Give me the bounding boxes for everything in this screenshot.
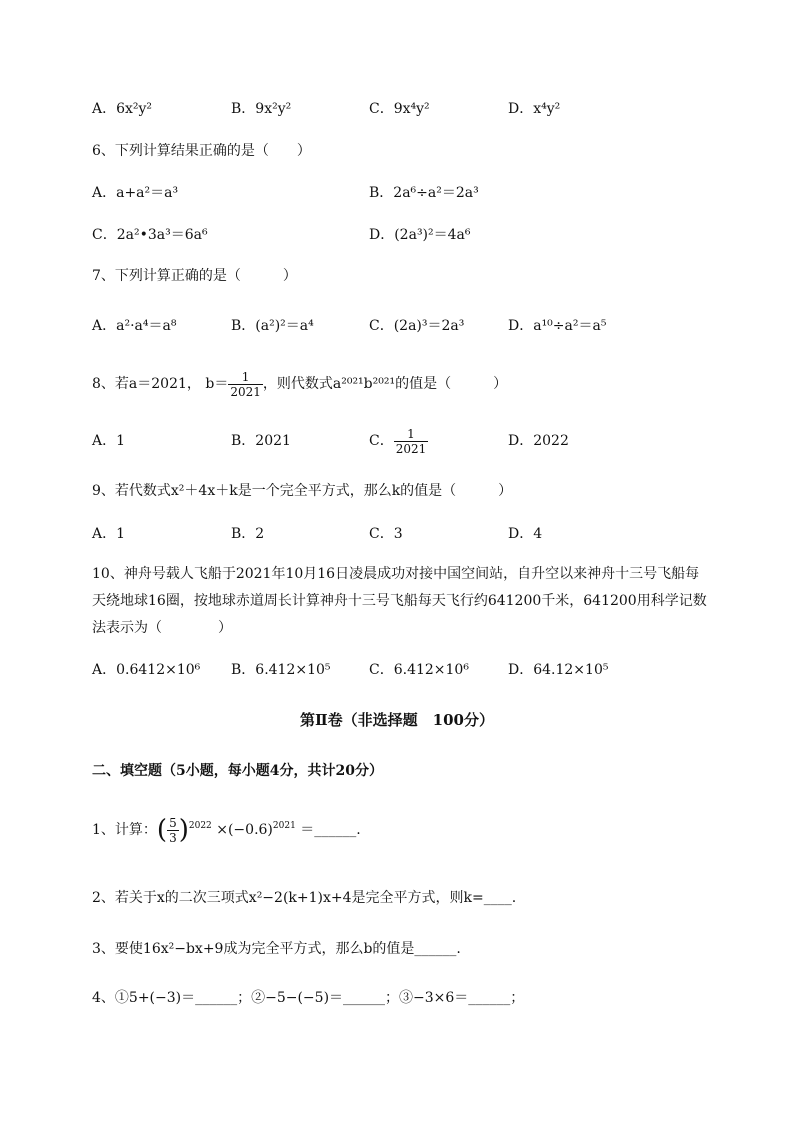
q8-a-value: a＝2021， — [128, 376, 201, 392]
q6-stem: 6、下列计算结果正确的是（ ） — [92, 143, 311, 159]
q8-option-c-fraction — [394, 427, 429, 456]
fill-q3: 3、要使16x²−bx+9成为完全平方式，那么b的值是______. — [92, 941, 461, 957]
q8-option-c-numerator: 1 — [407, 426, 415, 441]
fill-q1: 1、计算：( $\frac{5}{3}$ )$^{2022} \times(-0.6)^{2021}$ ＝______. — [92, 815, 361, 845]
fill-q2: 2、若关于x的二次三项式x²−2(k+1)x+4是完全平方式，则k=____. — [92, 890, 517, 906]
q6-option-b: B．2a⁶÷a²＝2a³ — [369, 185, 479, 201]
q9-option-a: A．1 — [92, 526, 126, 542]
fill-q1-fraction — [167, 816, 179, 845]
q8-option-c — [369, 424, 428, 458]
fill-q1-numerator: 5 — [169, 815, 177, 830]
fill-q1-middle: ×(−0.6) — [216, 822, 273, 838]
fill-q1-exponent-1: 2022 — [188, 821, 212, 831]
q10-option-a: A．0.6412×10⁶ — [92, 662, 201, 678]
q6-option-a: A．a+a²＝a³ — [92, 185, 179, 201]
q5-option-c: C．9x⁴y² — [369, 101, 430, 117]
q5-option-b: B．9x²y² — [231, 101, 292, 117]
q6-option-d: D．(2a³)²＝4a⁶ — [369, 227, 471, 243]
q8-b-denominator: 2021 — [230, 384, 261, 399]
q8-stem — [92, 366, 507, 402]
q8-b-label: b＝ — [205, 376, 229, 392]
fill-q1-exponent-2: 2021 — [272, 821, 296, 831]
q7-option-a: A．a²·a⁴＝a⁸ — [92, 318, 177, 334]
q9-stem: 9、若代数式x²＋4x＋k是一个完全平方式，那么k的值是（ ） — [92, 483, 513, 499]
q8-b-fraction — [228, 370, 263, 399]
fill-q1-prefix: 1、计算： — [92, 822, 157, 838]
q9-option-c: C．3 — [369, 526, 403, 542]
q8-stem-prefix: 8、若 — [92, 376, 129, 392]
q9-option-b: B．2 — [231, 526, 265, 542]
q7-option-c: C．(2a)³＝2a³ — [369, 318, 465, 334]
q8-option-c-prefix: C． — [369, 433, 394, 449]
q8-option-b: B．2021 — [231, 433, 291, 449]
part2-title: 第Ⅱ卷（非选择题 100分） — [300, 711, 494, 729]
fill-q1-suffix: ＝______. — [300, 822, 361, 838]
q10-option-d: D．64.12×10⁵ — [508, 662, 609, 678]
fill-q1-denominator: 3 — [169, 830, 177, 845]
fill-q4: 4、①5+(−3)＝______；②−5−(−5)＝______；③−3×6＝______； — [92, 990, 525, 1006]
q10-option-c: C．6.412×10⁶ — [369, 662, 469, 678]
q6-option-c: C．2a²•3a³＝6a⁶ — [92, 227, 208, 243]
q5-option-a: A．6x²y² — [92, 101, 153, 117]
q9-option-d: D．4 — [508, 526, 543, 542]
q8-b-numerator: 1 — [241, 369, 250, 384]
section2-heading: 二、填空题（5小题，每小题4分，共计20分） — [92, 763, 383, 779]
q7-option-b: B．(a²)²＝a⁴ — [231, 318, 314, 334]
q10-stem: 10、神舟号载人飞船于2021年10月16日凌晨成功对接中国空间站，自升空以来神舟十三号飞船每天绕地球16圈，按地球赤道周长计算神舟十三号飞船每天飞行约641200千米，641200用科学记数法表示为（ ） — [92, 566, 707, 636]
q8-option-a: A．1 — [92, 433, 126, 449]
q8-option-d: D．2022 — [508, 433, 569, 449]
q8-option-c-denominator: 2021 — [395, 441, 427, 456]
q7-option-d: D．a¹⁰÷a²＝a⁵ — [508, 318, 607, 334]
q5-option-d: D．x⁴y² — [508, 101, 561, 117]
q7-stem: 7、下列计算正确的是（ ） — [92, 268, 297, 284]
q8-stem-suffix: ，则代数式a²⁰²¹b²⁰²¹的值是（ ） — [262, 376, 508, 392]
q10-option-b: B．6.412×10⁵ — [231, 662, 331, 678]
